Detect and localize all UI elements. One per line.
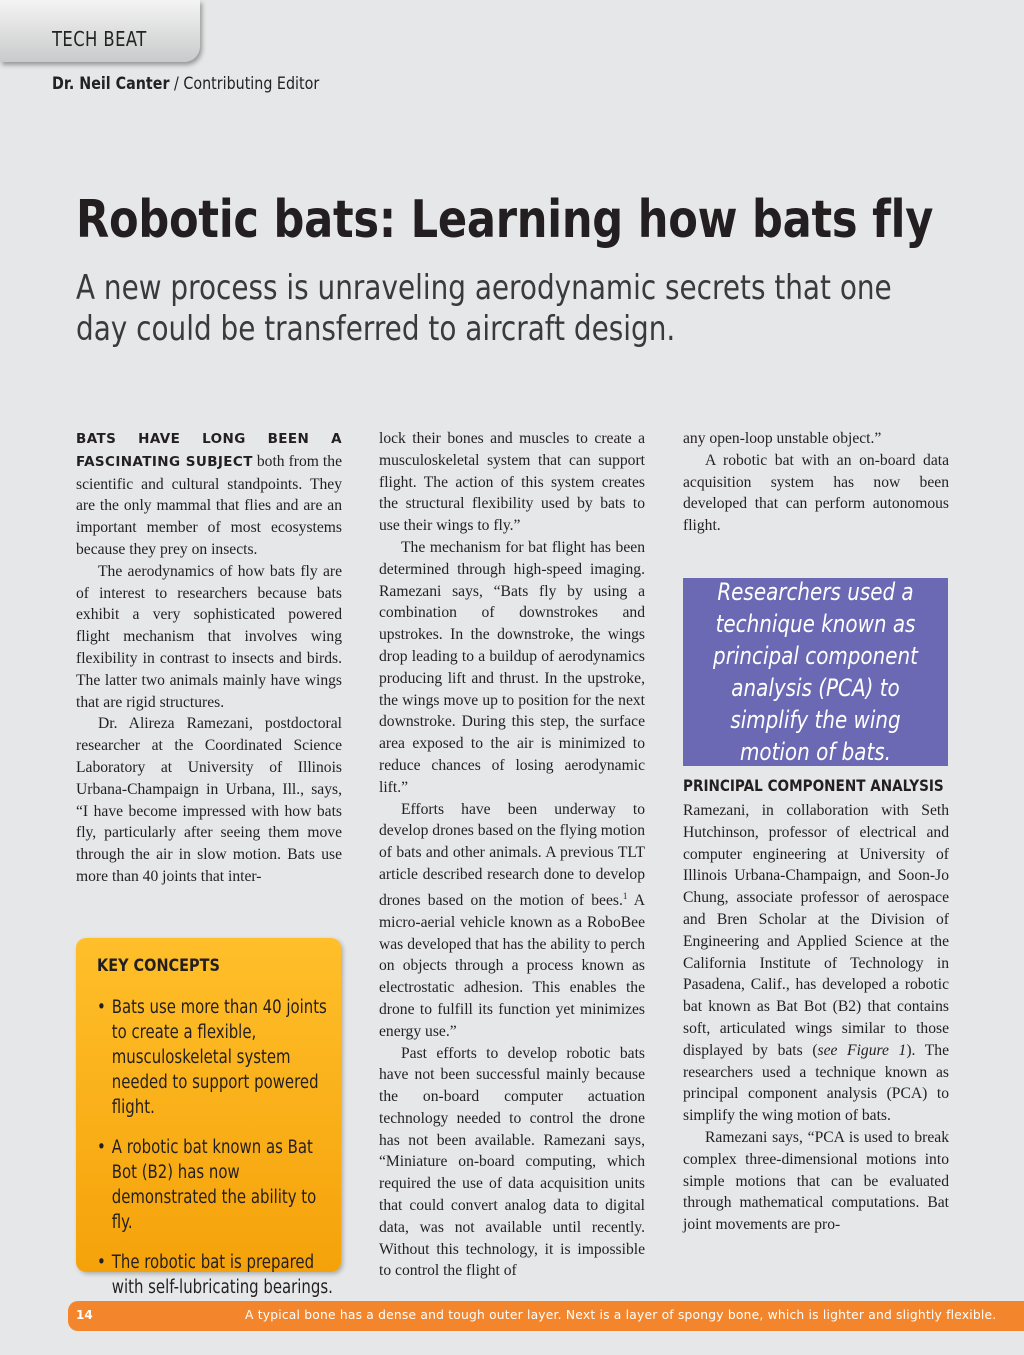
bullet-marker: • — [97, 1137, 106, 1158]
paragraph: The mechanism for bat flight has been determined through high-speed imaging. Ramezani says, “Bats fly by using a combination of downstrokes and upstrokes. In the downstroke, the wings drop leading to a buildup of aerodynamics producing lift and thrust. In the upstroke, the wings move up to position for the next downstroke. During this step, the surface area exposed to the air is minimized to reduce chances of losing aerodynamic lift.” — [379, 538, 645, 796]
footer-bar — [68, 1301, 1024, 1331]
article-deck: A new process is unraveling aerodynamic secrets that one day could be transferred to aircraft design. — [76, 268, 892, 349]
key-concepts-title: KEY CONCEPTS — [97, 956, 220, 976]
pull-quote — [683, 578, 948, 766]
article-title: Robotic bats: Learning how bats fly — [76, 190, 934, 250]
section-tab — [0, 0, 200, 62]
key-concepts-list — [97, 995, 335, 1315]
section-subhead: PRINCIPAL COMPONENT ANALYSIS — [683, 775, 944, 795]
paragraph: A robotic bat with an on-board data acquisition system has now been developed that can perform autonomous flight. — [683, 451, 949, 535]
section-label: TECH BEAT — [52, 27, 147, 51]
column-2 — [379, 428, 645, 1282]
footer-fact: A typical bone has a dense and tough outer layer. Next is a layer of spongy bone, which is lighter and slightly flexible. — [245, 1308, 997, 1322]
paragraph — [379, 799, 645, 1043]
pull-quote-text: Researchers used a technique known as principal component analysis (PCA) to simplify the wing motion of bats. — [713, 578, 918, 766]
list-item — [97, 1135, 335, 1235]
paragraph — [683, 800, 949, 1127]
bullet-marker: • — [97, 997, 106, 1018]
paragraph: Past efforts to develop robotic bats have not been successful mainly because the on-board computer actuation technology needed to control the drone has not been available. Ramezani says, “Miniature on-board computing, which required the use of data acquisition units that could convert analog data to digital data, was not available until recently. Without this technology, it is impossible to control the flight of — [379, 1044, 645, 1280]
paragraph-text: Ramezani, in collaboration with Seth Hutchinson, professor of electrical and computer engineering at University of Illinois Urbana-Champaign, and Soon-Jo Chung, associate professor of aerospace and Bren Scholar at the Division of Engineering and Applied Science at the California Institute of Technology in Pasadena, Calif., has developed a robotic bat known as Bat Bot (B2) that contains soft, articulated wings similar to those displayed by bats ( — [683, 801, 949, 1059]
key-concepts-box — [76, 938, 341, 1298]
list-item — [97, 995, 335, 1120]
lead-in: BATS HAVE LONG BEEN A FASCINATING SUBJECT — [76, 431, 342, 470]
figure-reference[interactable]: see Figure 1 — [817, 1041, 907, 1059]
column-3 — [683, 428, 949, 1236]
byline-name: Dr. Neil Canter — [52, 74, 170, 94]
paragraph — [76, 428, 342, 561]
paragraph: lock their bones and muscles to create a musculoskeletal system that can support flight. The action of this system creates the structural flexibility used by bats to use their wings to fly.” — [379, 430, 645, 535]
paragraph: Ramezani says, “PCA is used to break complex three-dimensional motions into simple motions that can be evaluated through mathematical computations. Bat joint movements are pro- — [683, 1128, 949, 1234]
paragraph: The aerodynamics of how bats fly are of interest to researchers because bats exhibit a very sophisticated powered flight mechanism that involves wing flexibility in contrast to insects and birds. The latter two animals mainly have wings that are rigid structures. — [76, 562, 342, 711]
byline-role: Contributing Editor — [183, 74, 320, 94]
paragraph-text: both from the scientific and cultural standpoints. They are the only mammal that flies and are an important member of most ecosystems because they prey on insects. — [76, 452, 342, 558]
column-1 — [76, 428, 342, 888]
paragraph: Dr. Alireza Ramezani, postdoctoral researcher at the Coordinated Science Laboratory at University of Illinois Urbana-Champaign in Urbana, Ill., says, “I have become impressed with how bats fly, particularly after seeing them move through the air in slow motion. Bats use more than 40 joints that inter- — [76, 715, 342, 885]
list-item-text: The robotic bat is prepared with self-lubricating bearings. — [111, 1252, 333, 1298]
paragraph: any open-loop unstable object.” — [683, 430, 882, 447]
byline — [52, 74, 319, 94]
bullet-marker: • — [97, 1252, 106, 1273]
list-item — [97, 1250, 335, 1300]
page-number: 14 — [76, 1308, 93, 1322]
paragraph-text: A micro-aerial vehicle known as a RoboBee was developed that has the ability to perch on objects through a process known as electrostatic adhesion. This enables the drone to fulfill its function yet minimizes energy use.” — [379, 891, 645, 1040]
byline-separator: / — [169, 74, 184, 94]
reference-marker: 1 — [622, 890, 628, 901]
paragraph-text: Efforts have been underway to develop drones based on the flying motion of bats and other animals. A previous TLT article described research done to develop drones based on the motion of bees. — [379, 800, 645, 909]
list-item-text: Bats use more than 40 joints to create a flexible, musculoskeletal system needed to support powered flight. — [111, 997, 327, 1118]
list-item-text: A robotic bat known as Bat Bot (B2) has now demonstrated the ability to fly. — [111, 1137, 317, 1233]
paragraph-text: ). The researchers used a technique known as principal component analysis (PCA) to simplify the wing motion of bats. — [683, 1041, 949, 1125]
